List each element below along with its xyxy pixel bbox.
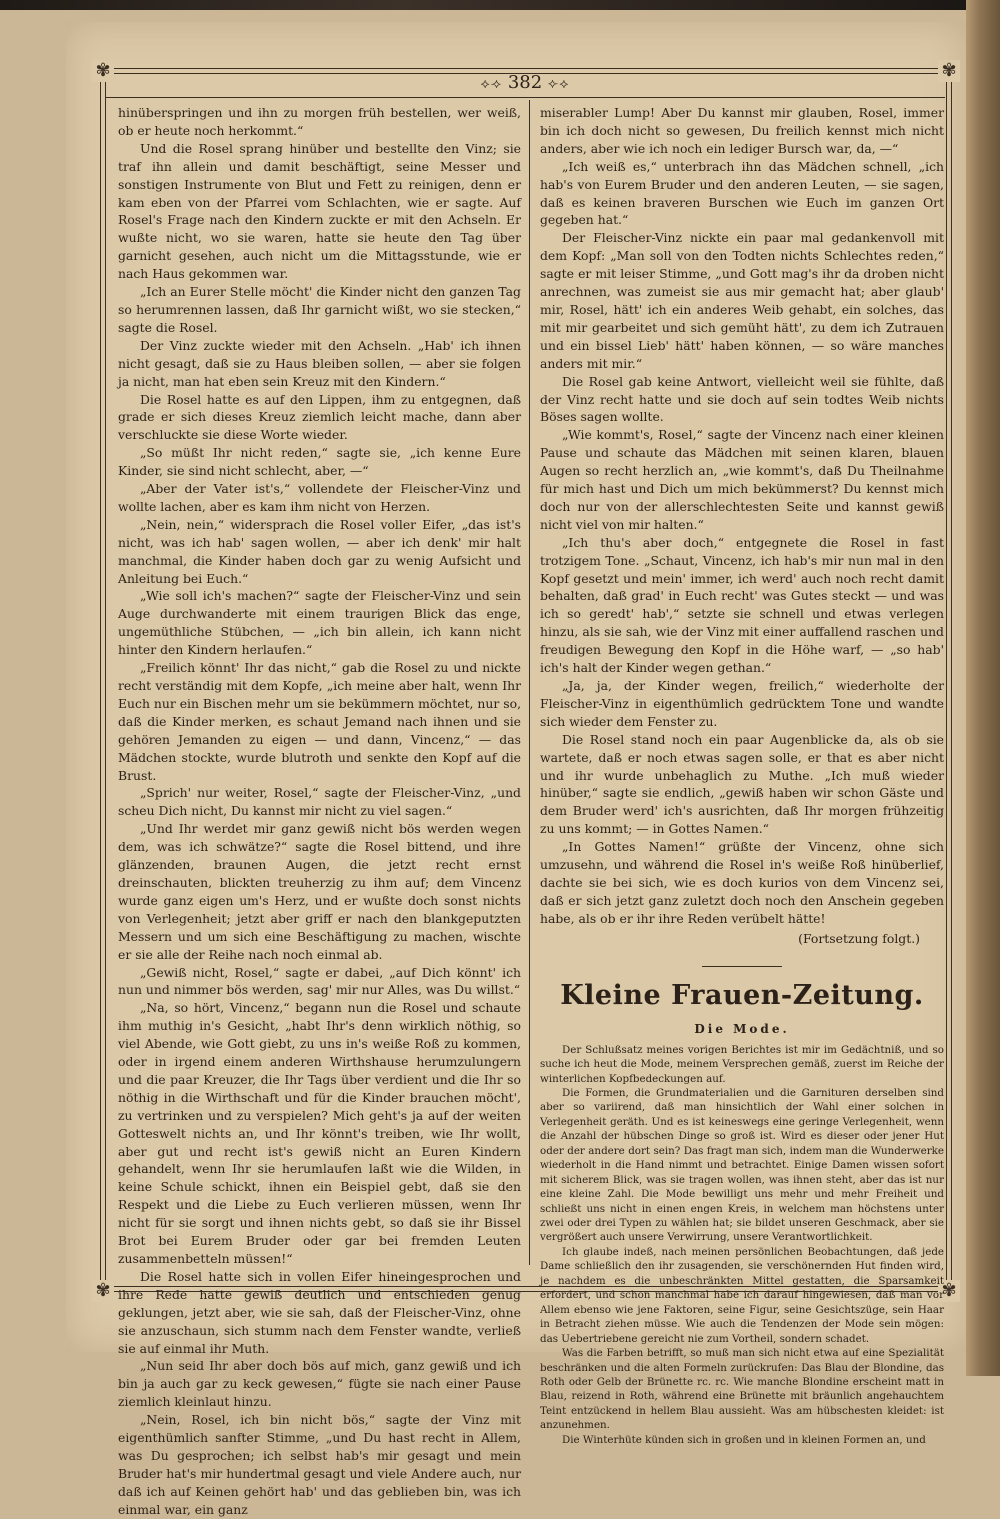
paragraph: „Wie kommt's, Rosel,“ sagte der Vincenz nach einer kleinen Pause und schaute das Mädchen mit seinen klaren, blauen Augen so recht herzlich an, „wie kommt's, daß Du Theilnahme für mich hast und Dich um mich bekümmerst? Du kennst mich doch nur von der allerschlechtesten Seite und kannst gewiß nicht viel von mir halten.“ <box>540 427 944 532</box>
column-divider <box>529 100 530 1265</box>
page-header <box>100 70 950 96</box>
paragraph: „Ich weiß es,“ unterbrach ihn das Mädchen schnell, „ich hab's von Eurem Bruder und den anderen Leuten, — sie sagen, daß es keinen braveren Burschen wie Euch im ganzen Ort gegeben hat.“ <box>540 158 944 228</box>
paragraph: „Nun seid Ihr aber doch bös auf mich, ganz gewiß und ich bin ja auch gar zu keck gewesen,“ fügte sie nach einer Pause ziemlich kleinlaut hinzu. <box>118 1358 521 1410</box>
corner-ornament-icon: ✾ <box>92 1280 114 1302</box>
top-edge-strip <box>0 0 1000 10</box>
paragraph: „Nein, nein,“ widersprach die Rosel voller Eifer, „das ist's nicht, was ich hab' sagen wollen, — aber ich denk' mir halt manchmal, die Kinder haben doch gar zu wenig Aufsicht und Anleitung bei Euch.“ <box>118 516 521 586</box>
paragraph: Ich glaube indeß, nach meinen persönlichen Beobachtungen, daß jede Dame schließlich den ihr zusagenden, sie verschönernden Hut finden wird, je nachdem es die unbeschränkten Mittel gestatten, die Sparsamkeit erfordert, und schon manchmal habe ich darauf hingewiesen, daß man vor Allem ebenso wie jene Faktoren, seine Figur, seine Gesichtszüge, sein Haar in Betracht ziehen müsse. Wie auch die Tendenzen der Mode sein mögen: das Uebertriebene gereicht nie zum Vortheil, sondern schadet. <box>540 1245 944 1345</box>
paragraph: „Aber der Vater ist's,“ vollendete der Fleischer-Vinz und wollte lachen, aber es kam ihm nicht von Herzen. <box>118 481 521 514</box>
paragraph: „Sprich' nur weiter, Rosel,“ sagte der Fleischer-Vinz, „und scheu Dich nicht, Du kannst mir nicht zu viel sagen.“ <box>118 785 521 819</box>
paragraph: Die Rosel hatte sich in vollen Eifer hineingesprochen und ihre Rede hatte gewiß deutlich und entschieden genug geklungen, jetzt aber, wie sie sah, daß der Fleischer-Vinz, ohne sie anzuschaun, sich stumm nach dem Fenster wandte, verließ sie auf einmal ihr Muth. <box>118 1268 521 1356</box>
paragraph: „Ja, ja, der Kinder wegen, freilich,“ wiederholte der Fleischer-Vinz in eigenthümlich gedrücktem Tone und wandte sich wieder dem Fenster zu. <box>540 678 944 729</box>
fashion-article <box>540 1043 944 1448</box>
paragraph: Der Fleischer-Vinz nickte ein paar mal gedankenvoll mit dem Kopf: „Man soll von den Todten nichts Schlechtes reden,“ sagte er mit leiser Stimme, „und Gott mag's ihr da droben nicht anrechnen, was zumeist sie aus mir gemacht hat; aber glaub' mir, Rosel, hätt' ich ein anderes Weib gehabt, ein solches, das mit mir gearbeitet und sich gemüht hätt', zu dem ich Zutrauen und ein bissel Lieb' hätt' haben können, — so wäre manches anders mit mir.“ <box>540 230 944 371</box>
paragraph: „Wie soll ich's machen?“ sagte der Fleischer-Vinz und sein Auge durchwanderte mit einem traurigen Blick das enge, ungemüthliche Stübchen, — „ich bin allein, ich kann nicht hinter den Kindern herlaufen.“ <box>118 588 521 658</box>
page-number: 382 <box>507 72 543 93</box>
paragraph: „Gewiß nicht, Rosel,“ sagte er dabei, „auf Dich könnt' ich nun und nimmer bös werden, sag' mir nur Alles, was Du willst.“ <box>118 964 521 998</box>
paragraph: hinüberspringen und ihn zu morgen früh bestellen, wer weiß, ob er heute noch herkommt.“ <box>118 105 521 138</box>
header-ornament-right-icon: ⟣⟡ <box>547 76 570 92</box>
section-title: Kleine Frauen-Zeitung. <box>560 979 924 1011</box>
section-subtitle: Die Mode. <box>694 1021 790 1036</box>
corner-ornament-icon: ✾ <box>92 60 114 82</box>
paragraph: Die Winterhüte künden sich in großen und in kleinen Formen an, und <box>562 1433 926 1446</box>
header-rule <box>105 97 945 98</box>
paragraph: Und die Rosel sprang hinüber und bestellte den Vinz; sie traf ihn allein und damit beschäftigt, seine Messer und sonstigen Instrumente von Blut und Fett zu reinigen, denn er kam eben von der Pfarrei vom Schlachten, wie er sagte. Auf Rosel's Frage nach den Kindern zuckte er mit den Achseln. Er wußte nicht, wo sie waren, hatte sie heute den Tag über garnicht gesehen, auch nicht um die Mittagsstunde, wie er nach Haus gekommen war. <box>118 140 521 282</box>
right-column <box>540 104 944 1447</box>
paragraph: Der Schlußsatz meines vorigen Berichtes ist mir im Gedächtniß, und so suche ich heut die Mode, meinem Versprechen gemäß, zuerst im Reiche der winterlichen Kopfbedeckungen auf. <box>540 1043 944 1085</box>
section-separator <box>702 966 782 967</box>
paragraph: „Und Ihr werdet mir ganz gewiß nicht bös werden wegen dem, was ich schwätze?“ sagte die Rosel bittend, und ihre glänzenden, braunen Augen, die jetzt recht ernst dreinschauten, blickten treuherzig zu ihm auf; dem Vincenz wurde ganz eigen um's Herz, und er wußte doch sonst nichts von Verlegenheit; jetzt aber griff er nach den blankgeputzten Messern und um sich eine Beschäftigung zu machen, wischte er sie alle der Reihe nach noch einmal ab. <box>118 821 521 962</box>
paragraph: Die Rosel gab keine Antwort, vielleicht weil sie fühlte, daß der Vinz recht hatte und sie doch auf sein todtes Weib nichts Böses sagen wollte. <box>540 373 944 425</box>
header-ornament-left-icon: ⟡⟢ <box>480 76 503 92</box>
binding-edge <box>966 0 1000 1376</box>
paragraph: „In Gottes Namen!“ grüßte der Vincenz, ohne sich umzusehn, und während die Rosel in's weiße Roß hinüberlief, dachte sie bei sich, wie es doch kurios von dem Vincenz sei, daß er sich jetzt ganz zuletzt doch noch den Anschein gegeben habe, als ob er ihr ihre Reden verübelt hätte! <box>540 839 944 926</box>
paragraph: miserabler Lump! Aber Du kannst mir glauben, Rosel, immer bin ich doch nicht so gewesen, Du freilich kennst mich nicht anders, aber wie ich noch ein lediger Bursch war, da, —“ <box>540 105 944 156</box>
paragraph: „Ich thu's aber doch,“ entgegnete die Rosel in fast trotzigem Tone. „Schaut, Vincenz, ich hab's mir nun mal in den Kopf gesetzt und mein' immer, ich werd' auch noch recht damit behalten, daß grad' in Euch recht' was Gutes steckt — und was ich so geredt' hab',“ setzte sie schnell und etwas verlegen hinzu, als sie sah, wie der Vinz mit einer auffallend raschen und freudigen Bewegung den Kopf in die Höhe warf, — „so hab' ich's halt der Kinder wegen gethan.“ <box>540 534 944 676</box>
continuation-note: (Fortsetzung folgt.) <box>798 930 920 946</box>
paragraph: „So müßt Ihr nicht reden,“ sagte sie, „ich kenne Eure Kinder, sie sind nicht schlecht, aber, —“ <box>118 445 521 479</box>
paragraph: „Freilich könnt' Ihr das nicht,“ gab die Rosel zu und nickte recht verständig mit dem Kopfe, „ich meine aber halt, wenn Ihr Euch nur ein Bischen mehr um sie bekümmern möchtet, nur so, daß die Kinder merken, es schaut Jemand nach ihnen und sie gehören Jemanden zu eigen — und dann, Vincenz,“ — das Mädchen stockte, wurde blutroth und senkte den Kopf auf die Brust. <box>118 660 522 783</box>
corner-ornament-icon: ✾ <box>938 1280 960 1302</box>
paragraph: Die Formen, die Grundmaterialien und die Garnituren derselben sind aber so variirend, daß man hinsichtlich der Wahl einer solchen in Verlegenheit geräth. Und es ist keineswegs eine geringe Verlegenheit, wenn die Anzahl der hübschen Dinge so groß ist. Wird es dieser oder jener Hut oder der andere dort sein? Das fragt man sich, indem man die Wunderwerke wiederholt in die Hand nimmt und betrachtet. Einige Damen wissen sofort mit sicherem Blick, was sie tragen wollen, was ihnen steht, aber das ist nur eine kleine Zahl. Die Mode bewilligt uns mehr und mehr Freiheit und schließt uns nicht in einen engen Kreis, in welchem man höchstens unter zwei oder drei Typen zu wählen hat; sie bildet unseren Geschmack, aber sie vergrößert auch unsere Verwirrung, unsere Verantwortlichkeit. <box>540 1086 944 1244</box>
corner-ornament-icon: ✾ <box>938 60 960 82</box>
paragraph: Der Vinz zuckte wieder mit den Achseln. „Hab' ich ihnen nicht gesagt, daß sie zu Haus bleiben sollen, — aber sie folgen ja nicht, man hat eben sein Kreuz mit den Kindern.“ <box>118 337 521 389</box>
paragraph: „Nein, Rosel, ich bin nicht bös,“ sagte der Vinz mit eigenthümlich sanfter Stimme, „und Du hast recht in Allem, was Du gesprochen; ich selbst hab's mir gesagt und mein Bruder hat's mir hundertmal gesagt und viele Andere auch, nur daß ich auf Keinen gehört hab' und das geblieben bin, was ich einmal war, ein ganz <box>118 1412 521 1517</box>
paragraph: „Ich an Eurer Stelle möcht' die Kinder nicht den ganzen Tag so herumrennen lassen, daß Ihr garnicht wißt, wo sie stecken,“ sagte die Rosel. <box>118 284 521 335</box>
paragraph: „Na, so hört, Vincenz,“ begann nun die Rosel und schaute ihm muthig in's Gesicht, „habt Ihr's denn wirklich nöthig, so viel Abende, wie Gott giebt, zu uns in's weiße Roß zu kommen, oder in irgend einem anderen Wirthshause herumzulungern und die paar Kreuzer, die Ihr Tags über verdient und die Ihr so nöthig in die Wirthschaft und für die Kinder brauchen möcht', zu vertrinken und zu verspielen? Mich geht's ja auf der weiten Gotteswelt nichts an, und Ihr könnt's treiben, wie Ihr wollt, aber gut und recht ist's gewiß nicht an Euren Kindern gehandelt, wenn Ihr sie herumlaufen laßt wie die Wilden, in keine Schule schickt, ihnen ein Beispiel gebt, daß sie den Respekt und die Liebe zu Euch verlieren müssen, wenn Ihr nicht für sie sorgt und ihnen nichts gebt, so daß sie ihr Bissel Brot bei Eurem Bruder oder gar bei fremden Leuten zusammenbetteln müssen!“ <box>118 1000 521 1266</box>
paragraph: Die Rosel hatte es auf den Lippen, ihm zu entgegnen, daß grade er sich dieses Kreuz ziemlich leicht mache, dann aber verschluckte sie diese Worte wieder. <box>118 391 521 443</box>
paragraph: Die Rosel stand noch ein paar Augenblicke da, als ob sie wartete, daß er noch etwas sagen solle, er that es aber nicht und ihr wurde unbehaglich zu Muthe. „Ich muß wieder hinüber,“ sagte sie endlich, „gewiß haben wir schon Gäste und dem Bruder werd' ich's ausrichten, daß Ihr morgen frühzeitig zu uns kommt; — in Gottes Namen.“ <box>540 731 944 837</box>
paragraph: Was die Farben betrifft, so muß man sich nicht etwa auf eine Spezialität beschränken und die alten Formeln zurückrufen: Das Blau der Blondine, das Roth oder Gelb der Brünette rc. rc. Wie manche Blondine erscheint matt in Blau, reizend in Roth, während eine Brünette mit bräunlich angehauchtem Teint entzückend in hellem Blau aussieht. Was am hübschesten kleidet: ist anzunehmen. <box>540 1347 944 1432</box>
left-column <box>118 104 521 1519</box>
